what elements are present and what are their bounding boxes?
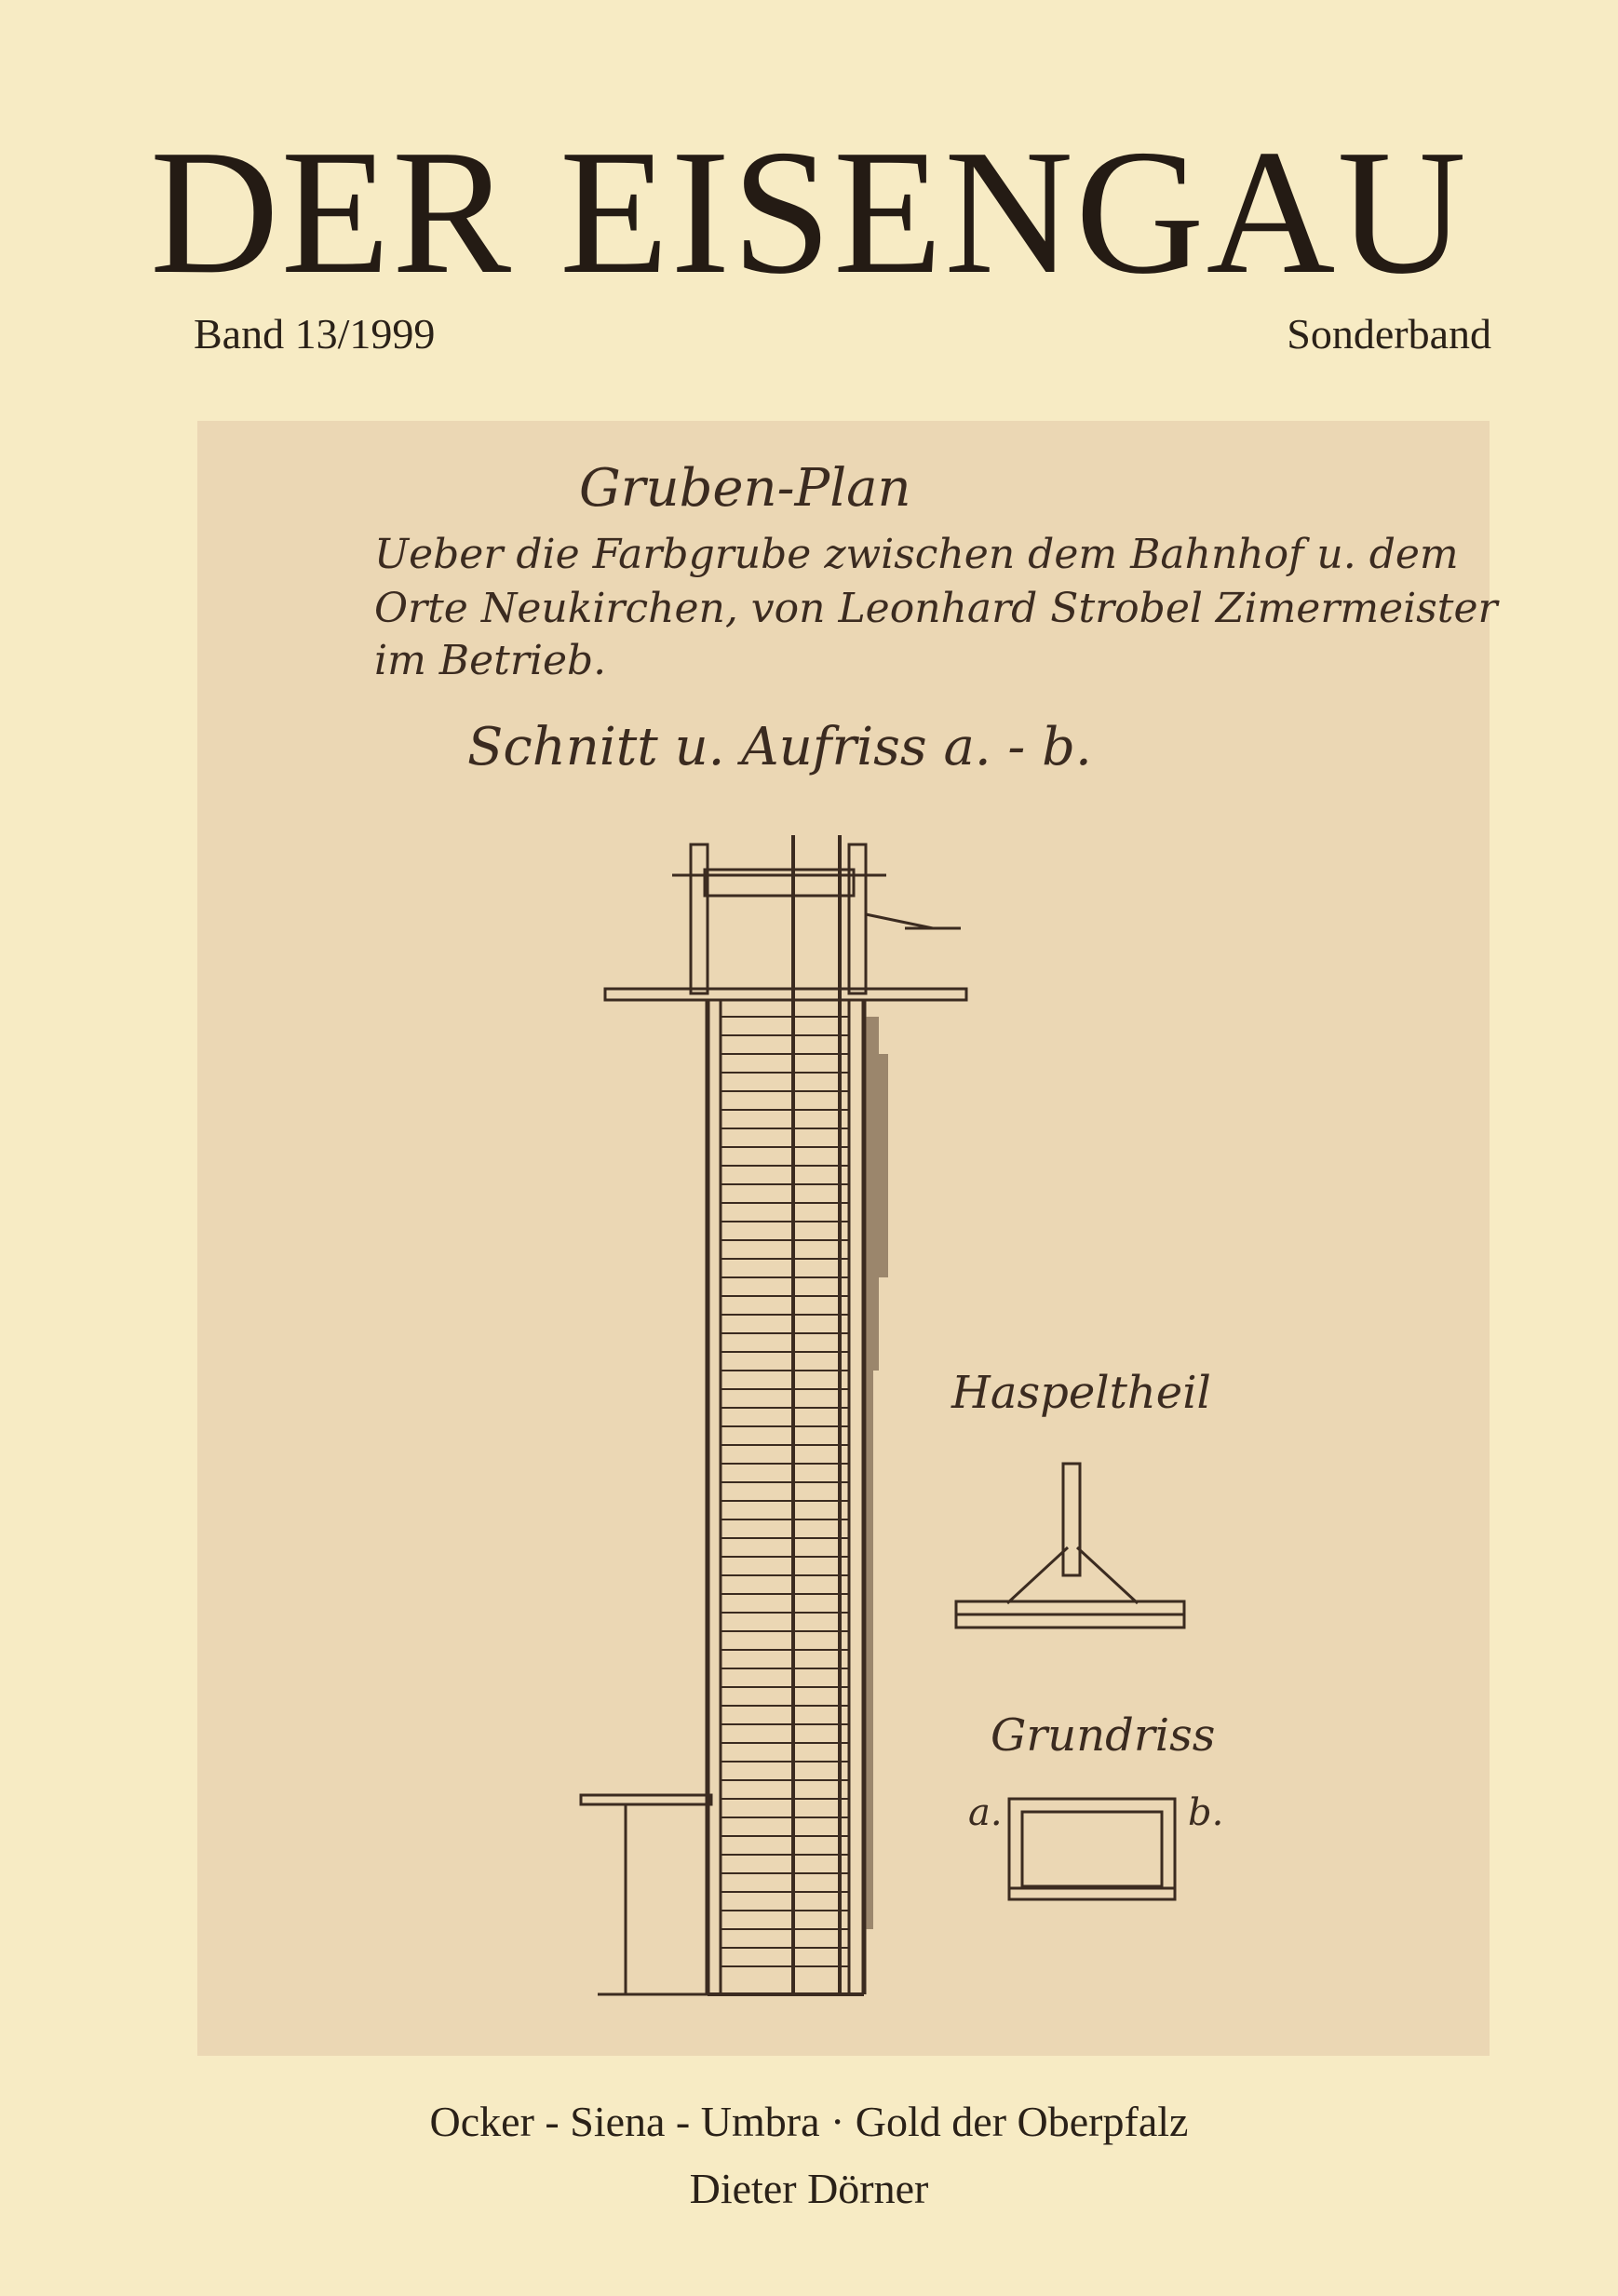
windlass-drum — [705, 870, 854, 896]
edition-label: Sonderband — [1287, 310, 1491, 358]
ground-beam — [605, 989, 966, 1000]
point-b-label: b. — [1188, 1791, 1224, 1834]
grundriss-detail — [1009, 1799, 1175, 1899]
mine-plan-illustration — [197, 421, 1498, 2056]
drawing-caption-line-1: Ueber die Farbgrube zwischen dem Bahnhof u. dem — [374, 531, 1459, 578]
drawing-heading: Gruben-Plan — [579, 458, 911, 519]
cover-title: DER EISENGAU — [150, 113, 1468, 311]
point-a-label: a. — [968, 1791, 1003, 1834]
haspel-detail — [956, 1464, 1184, 1627]
windlass-post-right — [849, 844, 866, 993]
soil-texture — [866, 1017, 888, 1929]
book-subtitle: Ocker - Siena - Umbra · Gold der Oberpfalz — [429, 2098, 1189, 2145]
drawing-caption-line-3: im Betrieb. — [374, 637, 607, 684]
side-beam — [581, 1795, 711, 1804]
volume-label: Band 13/1999 — [194, 310, 436, 358]
haspel-label: Haspeltheil — [951, 1367, 1211, 1419]
windlass-post-left — [691, 844, 708, 993]
drawing-caption-line-2: Orte Neukirchen, von Leonhard Strobel Zimermeister — [374, 585, 1498, 632]
section-label: Schnitt u. Aufriss a. - b. — [467, 717, 1092, 777]
grundriss-label: Grundriss — [991, 1709, 1216, 1762]
author-name: Dieter Dörner — [689, 2165, 929, 2212]
shaft-timbering — [721, 1017, 849, 1966]
